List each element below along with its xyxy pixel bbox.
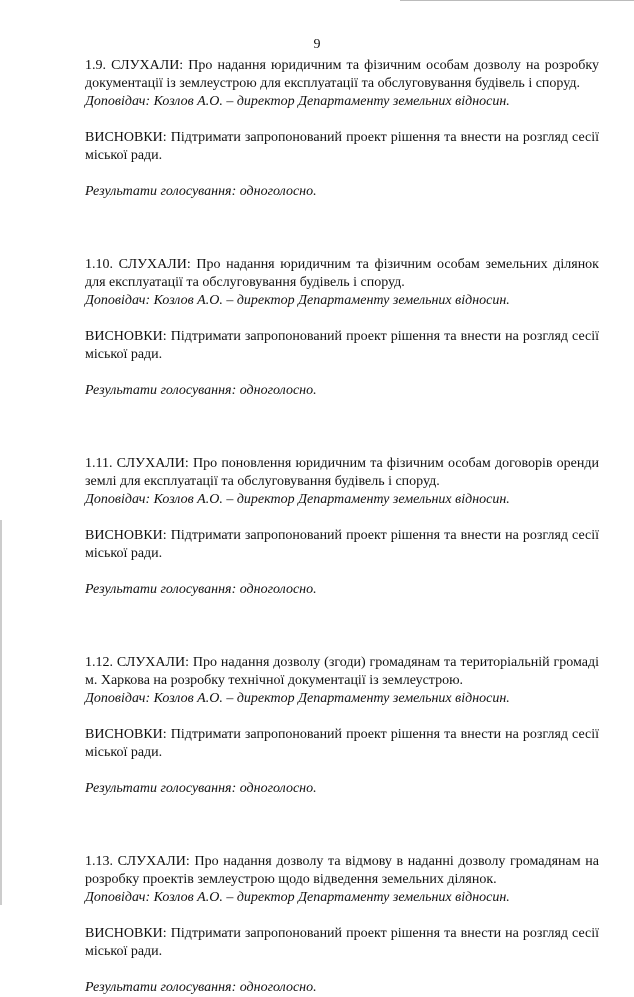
scan-edge-line <box>400 0 634 1</box>
heard-paragraph: 1.11. СЛУХАЛИ: Про поновлення юридичним та фізичним особам договорів оренди землі для експлуатації та обслуговування будівель і споруд. <box>85 456 599 489</box>
heard-paragraph: 1.9. СЛУХАЛИ: Про надання юридичним та фізичним особам дозволу на розробку документації із землеустрою для експлуатації та обслуговування будівель і споруд. <box>85 58 599 91</box>
conclusion-paragraph: ВИСНОВКИ: Підтримати запропонований проект рішення та внести на розгляд сесії міської ради. <box>85 528 599 561</box>
page-number: 9 <box>313 37 321 52</box>
heard-paragraph: 1.12. СЛУХАЛИ: Про надання дозволу (згоди) громадянам та територіальній громаді м. Харкова на розробку технічної документації із землеустрою. <box>85 655 599 688</box>
speaker-line: Доповідач: Козлов А.О. – директор Департаменту земельних відносин. <box>85 691 510 706</box>
conclusion-paragraph: ВИСНОВКИ: Підтримати запропонований проект рішення та внести на розгляд сесії міської ради. <box>85 329 599 362</box>
agenda-item <box>85 57 599 201</box>
speaker-line: Доповідач: Козлов А.О. – директор Департаменту земельних відносин. <box>85 890 510 905</box>
voting-result: Результати голосування: одноголосно. <box>85 781 317 796</box>
conclusion-paragraph: ВИСНОВКИ: Підтримати запропонований проект рішення та внести на розгляд сесії міської ради. <box>85 727 599 760</box>
agenda-item <box>85 256 599 400</box>
conclusion-paragraph: ВИСНОВКИ: Підтримати запропонований проект рішення та внести на розгляд сесії міської ради. <box>85 926 599 959</box>
voting-result: Результати голосування: одноголосно. <box>85 184 317 199</box>
voting-result: Результати голосування: одноголосно. <box>85 980 317 995</box>
scan-edge-line <box>0 520 2 905</box>
agenda-item <box>85 654 599 798</box>
agenda-item <box>85 853 599 997</box>
agenda-item <box>85 455 599 599</box>
document-body <box>85 57 599 997</box>
heard-paragraph: 1.13. СЛУХАЛИ: Про надання дозволу та відмову в наданні дозволу громадянам на розробку проектів землеустрою щодо відведення земельних ділянок. <box>85 854 599 887</box>
voting-result: Результати голосування: одноголосно. <box>85 582 317 597</box>
speaker-line: Доповідач: Козлов А.О. – директор Департаменту земельних відносин. <box>85 492 510 507</box>
voting-result: Результати голосування: одноголосно. <box>85 383 317 398</box>
speaker-line: Доповідач: Козлов А.О. – директор Департаменту земельних відносин. <box>85 94 510 109</box>
heard-paragraph: 1.10. СЛУХАЛИ: Про надання юридичним та фізичним особам земельних ділянок для експлуатації та обслуговування будівель і споруд. <box>85 257 599 290</box>
conclusion-paragraph: ВИСНОВКИ: Підтримати запропонований проект рішення та внести на розгляд сесії міської ради. <box>85 130 599 163</box>
speaker-line: Доповідач: Козлов А.О. – директор Департаменту земельних відносин. <box>85 293 510 308</box>
